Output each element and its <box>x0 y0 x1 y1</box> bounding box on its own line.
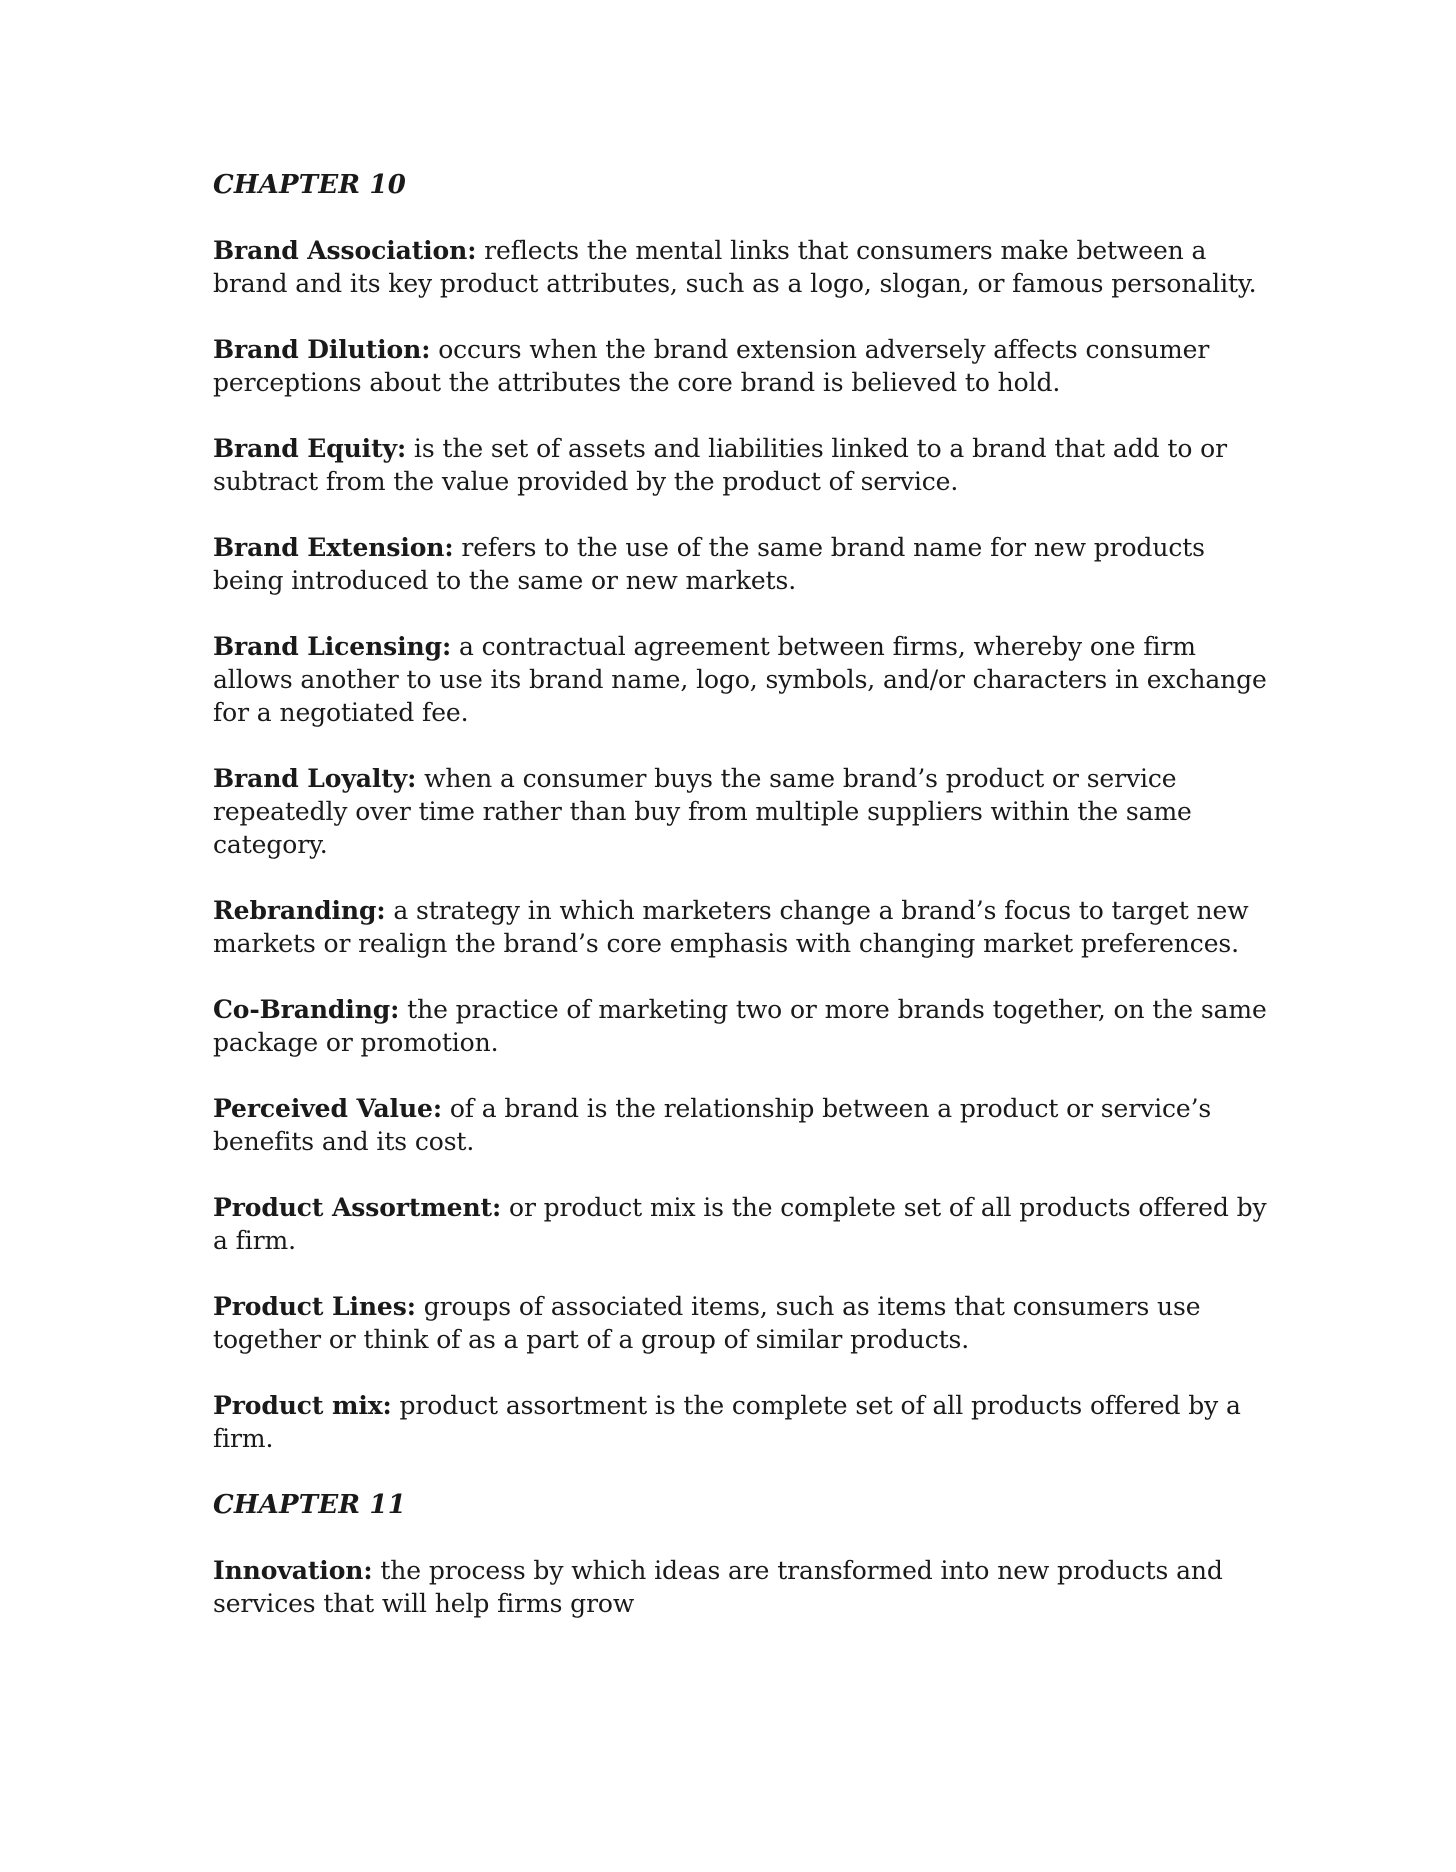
definition-brand-extension <box>213 531 1273 597</box>
definition-term: Rebranding: <box>213 896 386 925</box>
definition-product-lines <box>213 1290 1273 1356</box>
definition-text: is the set of assets and liabilities linked to a brand that add to or subtract from the value provided by the product of service. <box>213 434 1227 496</box>
definition-text: product assortment is the complete set of all products offered by a firm. <box>213 1391 1241 1453</box>
definition-term: Product Assortment: <box>213 1193 502 1222</box>
definition-brand-dilution <box>213 333 1273 399</box>
definition-term: Brand Association: <box>213 236 477 265</box>
definition-term: Co-Branding: <box>213 995 400 1024</box>
definition-text: the process by which ideas are transformed into new products and services that will help firms grow <box>213 1556 1223 1618</box>
definition-text: occurs when the brand extension adversely affects consumer perceptions about the attributes the core brand is believed to hold. <box>213 335 1210 397</box>
definition-brand-equity <box>213 432 1273 498</box>
definition-term: Innovation: <box>213 1556 373 1585</box>
definition-text: groups of associated items, such as items that consumers use together or think of as a part of a group of similar products. <box>213 1292 1201 1354</box>
definition-brand-association <box>213 234 1273 300</box>
definition-term: Perceived Value: <box>213 1094 442 1123</box>
definition-brand-loyalty <box>213 762 1273 861</box>
definition-text: reflects the mental links that consumers make between a brand and its key product attributes, such as a logo, slogan, or famous personality. <box>213 236 1257 298</box>
definition-text: when a consumer buys the same brand’s product or service repeatedly over time rather than buy from multiple suppliers within the same category. <box>213 764 1192 859</box>
definition-rebranding <box>213 894 1273 960</box>
definition-text: or product mix is the complete set of all products offered by a firm. <box>213 1193 1267 1255</box>
definition-term: Brand Licensing: <box>213 632 452 661</box>
definition-term: Brand Loyalty: <box>213 764 417 793</box>
document-page <box>213 168 1273 1653</box>
definition-text: a strategy in which marketers change a brand’s focus to target new markets or realign the brand’s core emphasis with changing market preferences. <box>213 896 1249 958</box>
definition-brand-licensing <box>213 630 1273 729</box>
definition-innovation <box>213 1554 1273 1620</box>
definition-term: Brand Dilution: <box>213 335 431 364</box>
definition-text: refers to the use of the same brand name for new products being introduced to the same or new markets. <box>213 533 1205 595</box>
chapter-heading: CHAPTER 10 <box>213 170 406 200</box>
definition-term: Product Lines: <box>213 1292 416 1321</box>
chapter-heading: CHAPTER 11 <box>213 1490 406 1520</box>
definition-text: the practice of marketing two or more brands together, on the same package or promotion. <box>213 995 1267 1057</box>
definition-term: Brand Extension: <box>213 533 454 562</box>
definition-product-mix <box>213 1389 1273 1455</box>
definition-co-branding <box>213 993 1273 1059</box>
definition-perceived-value <box>213 1092 1273 1158</box>
definition-product-assortment <box>213 1191 1273 1257</box>
definition-term: Brand Equity: <box>213 434 407 463</box>
definition-text: of a brand is the relationship between a product or service’s benefits and its cost. <box>213 1094 1212 1156</box>
definition-text: a contractual agreement between firms, whereby one firm allows another to use its brand name, logo, symbols, and/or characters in exchange for a negotiated fee. <box>213 632 1267 727</box>
definition-term: Product mix: <box>213 1391 392 1420</box>
